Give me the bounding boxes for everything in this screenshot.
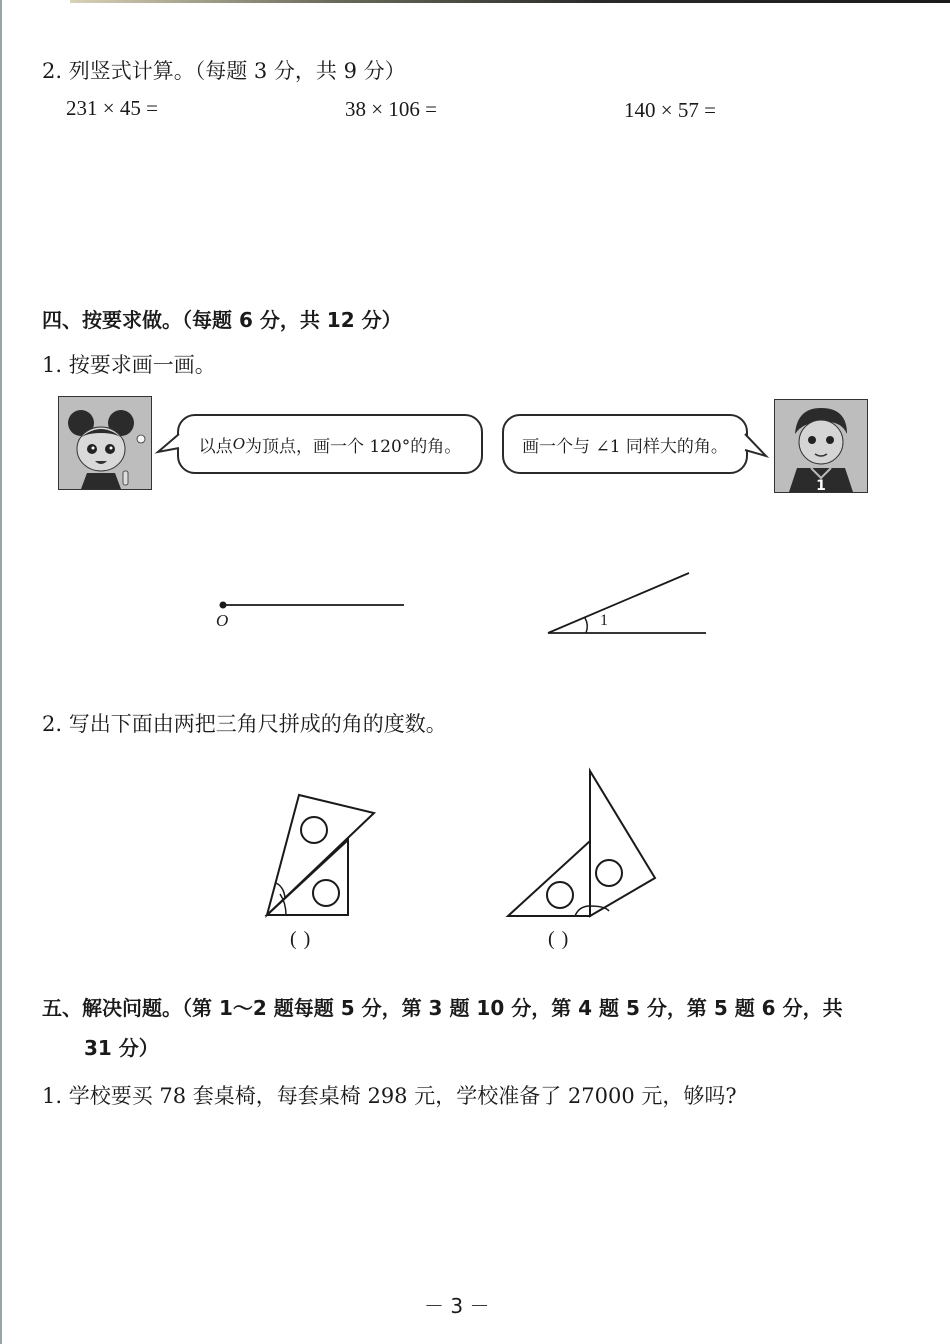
bubble-text-prefix: 以点 — [198, 436, 233, 457]
girl-avatar — [58, 396, 152, 490]
answer-blank-1[interactable]: ( ) — [290, 928, 312, 950]
section-heading-5-line2: 31 分） — [84, 1036, 159, 1060]
expression-3: 140 × 57 = — [624, 98, 716, 122]
section-heading-4: 四、按要求做。（每题 6 分，共 12 分） — [42, 308, 402, 332]
angle-1-figure — [545, 570, 715, 640]
boy-bubble-text: 画一个与 ∠1 同样大的角。 — [522, 436, 728, 457]
page-number: － 3 － — [424, 1294, 490, 1318]
bubble-text-suffix: 为顶点，画一个 120°的角。 — [244, 436, 462, 457]
question-title-triangle-rulers: 2. 写出下面由两把三角尺拼成的角的度数。 — [42, 712, 447, 736]
bubble-point-label: O — [232, 434, 245, 453]
expression-2: 38 × 106 = — [345, 97, 437, 121]
answer-blank-2[interactable]: ( ) — [548, 928, 570, 950]
question-title-draw: 1. 按要求画一画。 — [42, 353, 216, 377]
jersey-number: 1 — [816, 478, 826, 494]
girl-speech-bubble — [177, 414, 483, 474]
question-title-vertical-calc: 2. 列竖式计算。（每题 3 分，共 9 分） — [42, 59, 406, 83]
boy-avatar — [774, 399, 868, 493]
boy-illustration-icon — [775, 400, 867, 492]
girl-illustration-icon — [59, 397, 151, 489]
triangle-rulers-figure-1 — [262, 790, 382, 920]
section-heading-5-line1: 五、解决问题。（第 1～2 题每题 5 分，第 3 题 10 分，第 4 题 5 分，第 5 题 6 分，共 — [42, 996, 843, 1020]
scan-left-edge — [0, 0, 2, 1344]
scan-top-edge — [70, 0, 950, 3]
expression-1: 231 × 45 = — [66, 96, 158, 120]
point-o-label: O — [216, 611, 229, 630]
boy-speech-bubble — [502, 414, 748, 474]
ray-from-point-o — [216, 595, 416, 635]
angle-1-label: 1 — [600, 612, 608, 629]
triangle-rulers-figure-2 — [505, 768, 665, 928]
boy-bubble-tail — [740, 432, 770, 462]
girl-bubble-tail — [156, 432, 186, 462]
question-desks-chairs: 1. 学校要买 78 套桌椅，每套桌椅 298 元，学校准备了 27000 元，够吗? — [42, 1084, 737, 1108]
